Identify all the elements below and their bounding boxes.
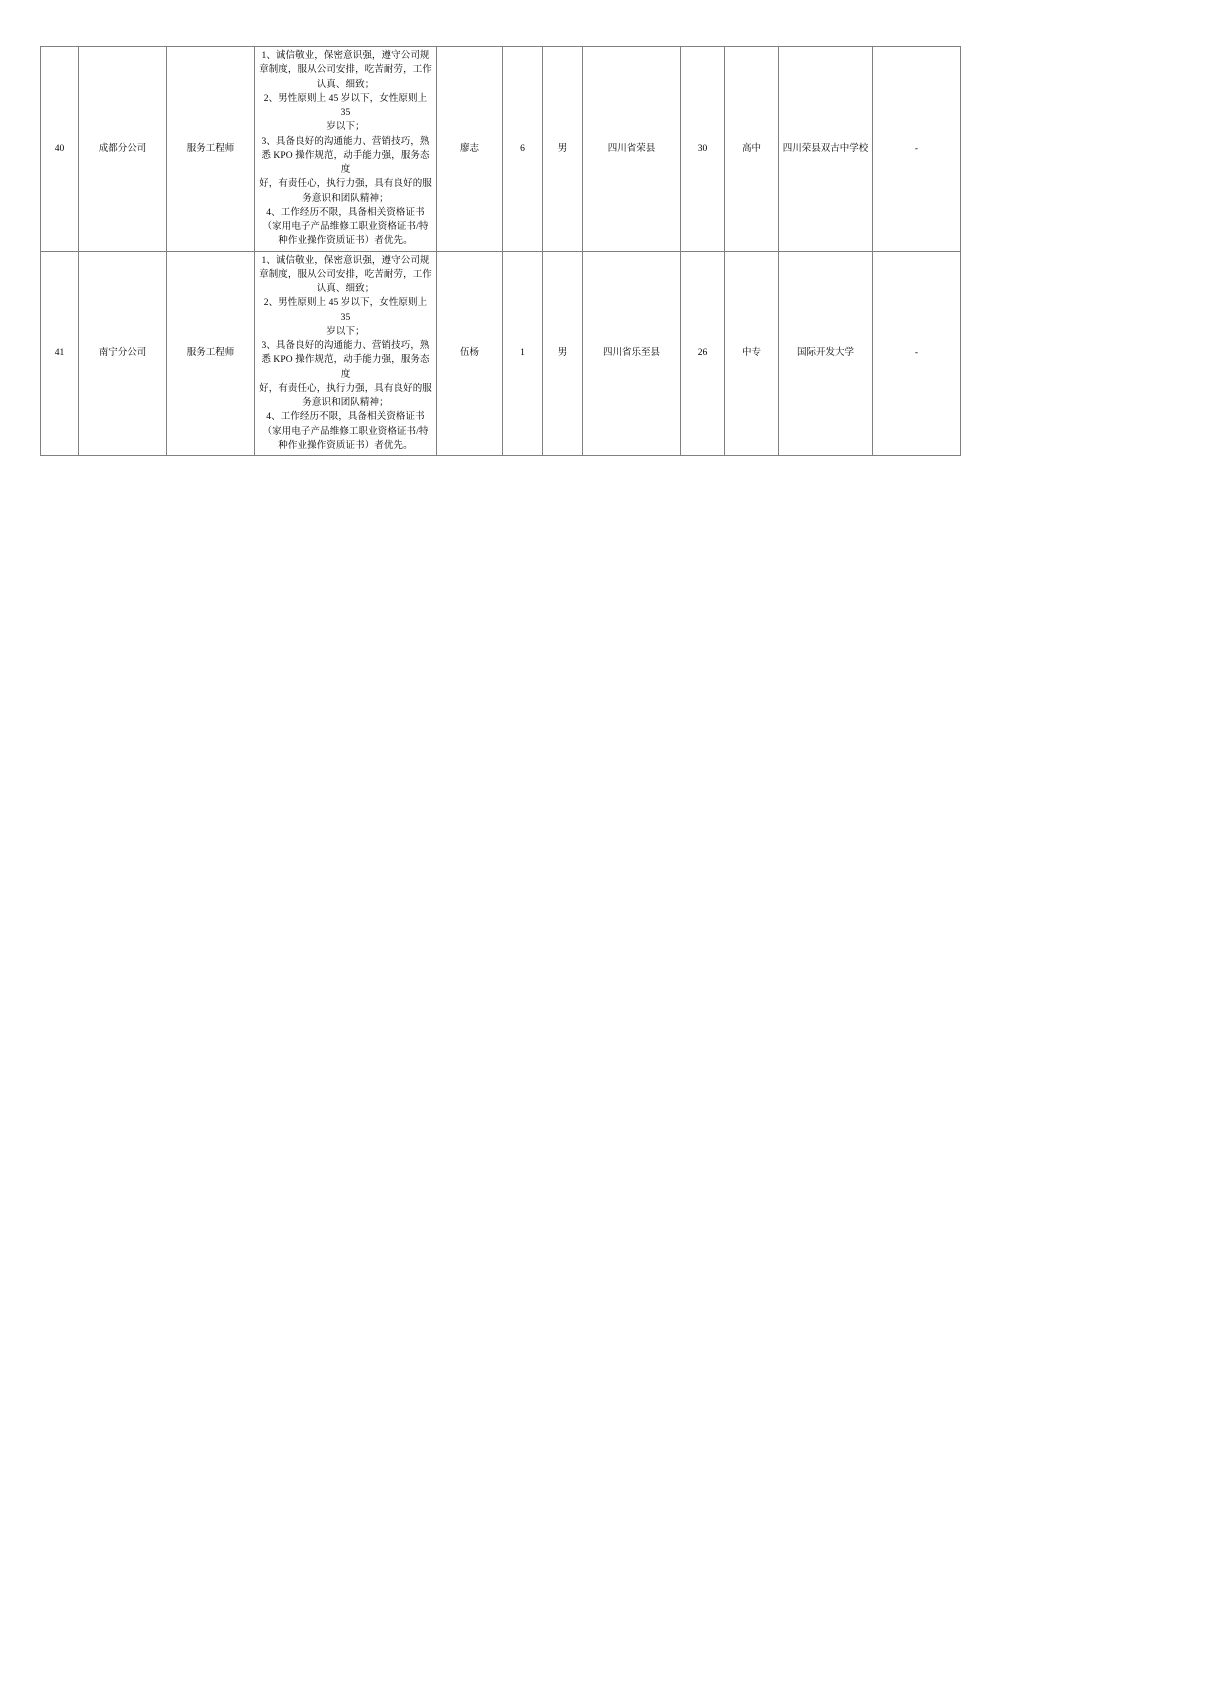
- requirement-line: 4、工作经历不限，具备相关资格证书: [266, 412, 425, 423]
- cell-post: [167, 251, 255, 456]
- requirement-line: 种作业操作资质证书）者优先。: [278, 236, 413, 247]
- requirement-line: （家用电子产品维修工职业资格证书/特: [262, 426, 429, 437]
- cell-count: [503, 47, 543, 252]
- recruitment-table-container: [40, 46, 960, 456]
- requirement-line: （家用电子产品维修工职业资格证书/特: [262, 222, 429, 232]
- cell-no: [41, 251, 79, 456]
- row-age-value: 26: [697, 348, 708, 359]
- row-note-value: -: [914, 348, 919, 359]
- cell-note: [873, 251, 961, 456]
- requirement-line: 4、工作经历不限，具备相关资格证书: [266, 207, 425, 218]
- requirement-line: 3、具备良好的沟通能力、营销技巧，熟: [261, 136, 430, 147]
- requirement-line: 岁以下；: [326, 122, 365, 133]
- row-school-value: 四川荣县双古中学校: [782, 143, 869, 154]
- cell-requirements: [255, 47, 437, 252]
- requirement-line: 悉 KPO 操作规范，动手能力强，服务态度: [261, 355, 430, 380]
- requirement-line: 种作业操作资质证书）者优先。: [278, 440, 413, 451]
- row-education-value: 中专: [741, 348, 761, 359]
- requirement-line: 2、男性原则上 45 岁以下，女性原则上 35: [263, 93, 428, 118]
- row-post-value: 服务工程师: [186, 348, 235, 359]
- cell-name: [437, 47, 503, 252]
- row-name-value: 廖志: [459, 143, 479, 154]
- row-origin-value: 四川省荣县: [607, 143, 656, 154]
- cell-age: [681, 251, 725, 456]
- cell-post: [167, 47, 255, 252]
- cell-origin: [583, 47, 681, 252]
- row-no-value: 41: [54, 348, 65, 359]
- requirement-line: 1、诚信敬业，保密意识强，遵守公司规: [261, 51, 430, 61]
- row-origin-value: 四川省乐至县: [602, 348, 660, 359]
- recruitment-table: [40, 46, 961, 456]
- row-name-value: 伍杨: [459, 348, 479, 359]
- row-count-value: 1: [520, 348, 525, 359]
- cell-origin: [583, 251, 681, 456]
- row-no-value: 40: [54, 143, 65, 154]
- requirement-line: 岁以下；: [326, 326, 365, 337]
- row-post-value: 服务工程师: [186, 143, 235, 154]
- row-note-value: -: [914, 143, 919, 154]
- cell-education: [725, 251, 779, 456]
- row-gender-value: 男: [557, 348, 568, 359]
- cell-branch: [79, 251, 167, 456]
- requirement-line: 2、男性原则上 45 岁以下，女性原则上 35: [263, 298, 428, 323]
- requirement-line: 章制度，服从公司安排，吃苦耐劳，工作: [259, 65, 432, 76]
- row-age-value: 30: [697, 143, 708, 154]
- cell-school: [779, 47, 873, 252]
- cell-gender: [543, 251, 583, 456]
- table-row: [41, 47, 961, 252]
- row-education-value: 高中: [741, 143, 761, 154]
- cell-education: [725, 47, 779, 252]
- row-branch-value: 成都分公司: [98, 143, 147, 154]
- cell-gender: [543, 47, 583, 252]
- requirement-line: 悉 KPO 操作规范，动手能力强，服务态度: [261, 150, 430, 175]
- cell-no: [41, 47, 79, 252]
- requirement-line: 章制度，服从公司安排，吃苦耐劳，工作: [259, 269, 432, 280]
- cell-age: [681, 47, 725, 252]
- requirement-line: 务意识和团队精神；: [302, 398, 389, 408]
- requirement-line: 好，有责任心，执行力强，具有良好的服: [259, 383, 432, 394]
- requirement-line: 认真、细致；: [316, 284, 375, 294]
- requirement-line: 1、诚信敬业，保密意识强，遵守公司规: [261, 255, 430, 266]
- row-branch-value: 南宁分公司: [98, 348, 147, 359]
- requirement-line: 3、具备良好的沟通能力、营销技巧，熟: [261, 341, 430, 351]
- requirement-line: 务意识和团队精神；: [302, 193, 389, 204]
- table-row: [41, 251, 961, 456]
- cell-name: [437, 251, 503, 456]
- row-gender-value: 男: [557, 143, 568, 154]
- cell-branch: [79, 47, 167, 252]
- row-school-value: 国际开发大学: [796, 348, 854, 359]
- row-count-value: 6: [520, 143, 525, 154]
- requirement-line: 好，有责任心，执行力强，具有良好的服: [259, 179, 432, 190]
- cell-requirements: [255, 251, 437, 456]
- requirement-line: 认真、细致；: [316, 79, 375, 90]
- cell-count: [503, 251, 543, 456]
- cell-note: [873, 47, 961, 252]
- cell-school: [779, 251, 873, 456]
